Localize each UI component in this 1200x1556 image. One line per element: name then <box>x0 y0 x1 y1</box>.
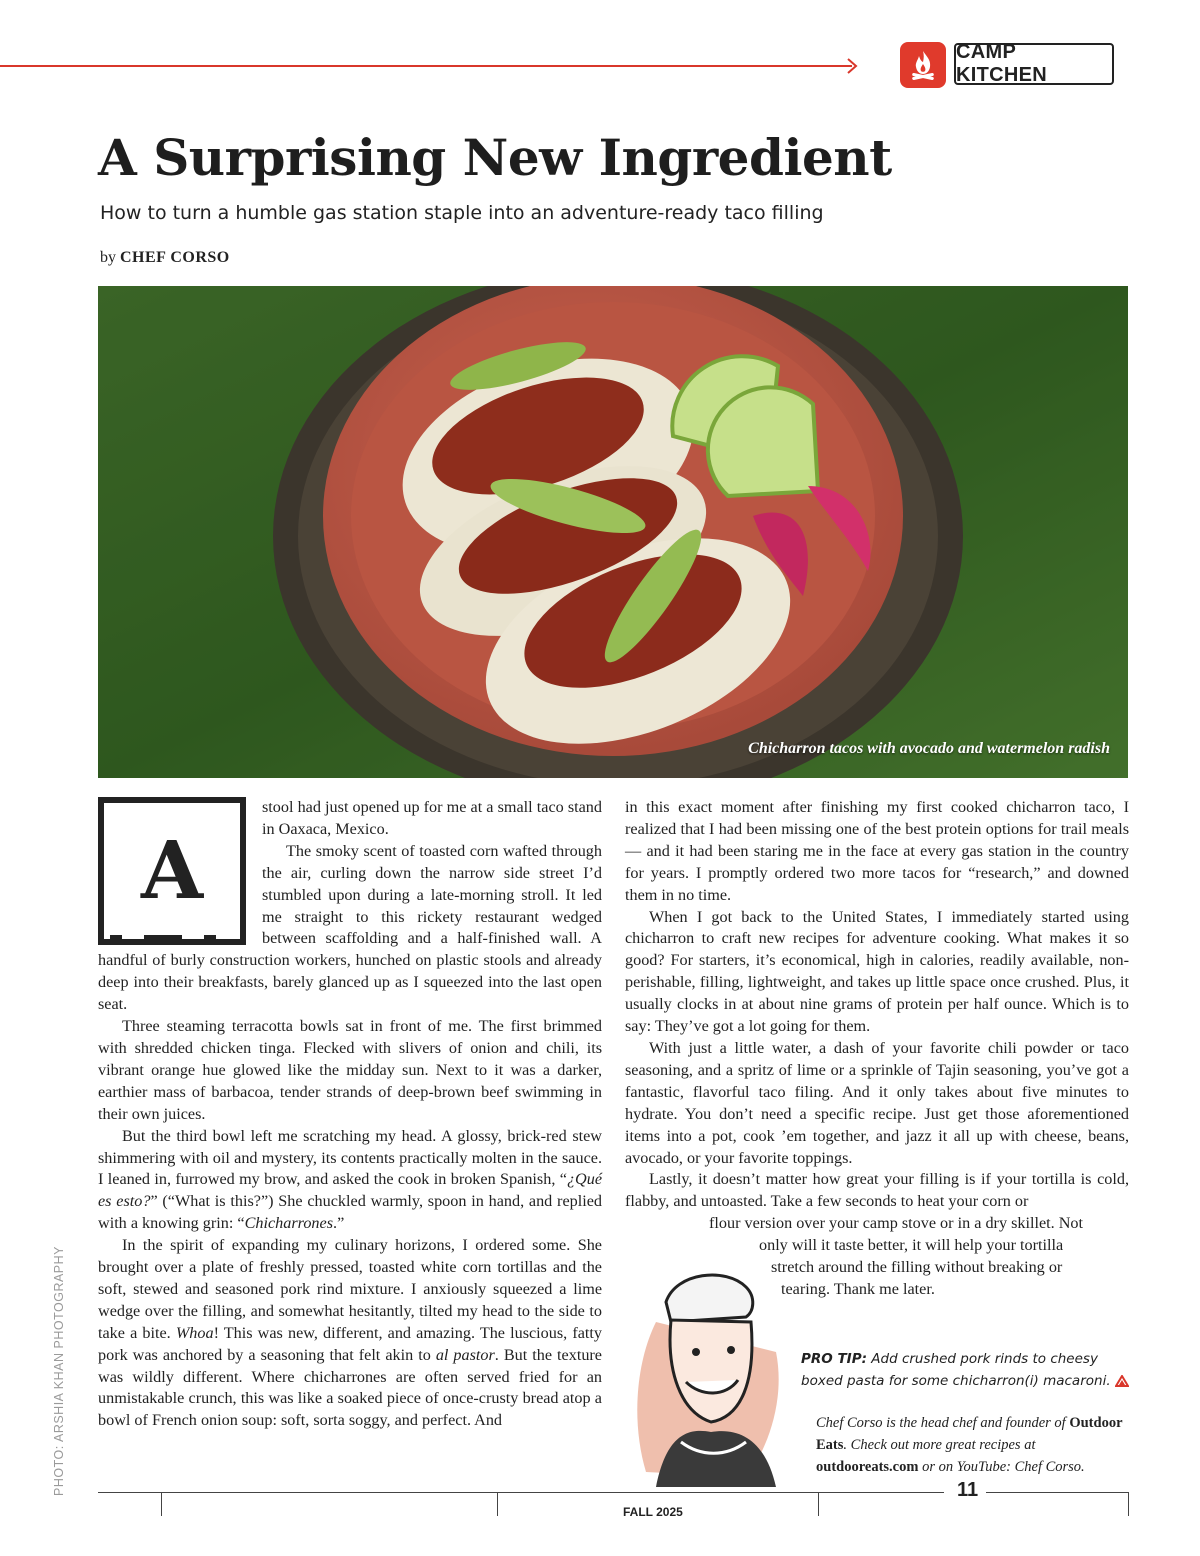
paragraph: Three steaming terracotta bowls sat in front of me. The first brimmed with shredded chicken tinga. Flecked with slivers of onion and chili, its vibrant orange hue glowed like the midday sun. Next to it was a darker, earthier mass of barbacoa, tender strands of deep-brown beef swimming in their own juices. <box>98 1017 602 1123</box>
section-tag: CAMP KITCHEN <box>954 43 1114 85</box>
footer-tick <box>818 1492 819 1516</box>
byline-prefix: by <box>100 249 116 266</box>
paragraph: The smoky scent of toasted corn wafted through the air, curling down the narrow side street I’d stumbled upon during a late-morning stroll. It led me straight to this rickety restaurant wedged between scaffolding and a half-finished wall. A handful of burly construction workers, hunched on plastic stools and already deep into their breakfasts, barely glanced up as I squeezed into the last open seat. <box>98 841 602 1014</box>
byline <box>100 249 230 267</box>
text-line: only will it taste better, it will help your tortilla <box>759 1236 1064 1255</box>
footer-tick <box>497 1492 498 1516</box>
article-column-2 <box>625 797 1129 1301</box>
footer-tick <box>161 1492 162 1516</box>
photo-credit: PHOTO: ARSHIA KHAN PHOTOGRAPHY <box>52 1245 66 1496</box>
text-line: flour version over your camp stove or in a dry skillet. Not <box>709 1214 1084 1233</box>
hero-photo <box>98 286 1128 778</box>
article-title: A Surprising New Ingredient <box>98 128 892 187</box>
header-rule <box>0 65 852 67</box>
text-line: stretch around the filling without breaking or <box>771 1258 1063 1277</box>
paragraph: But the third bowl left me scratching my head. A glossy, brick-red stew shimmering with oil and mystery, its contents practically molten in the sauce. I leaned in, furrowed my brow, and asked the cook in broken Spanish, “¿Qué es esto?” (“What is this?”) She chuckled warmly, spoon in hand, and replied with a knowing grin: “Chicharrones.” <box>98 1126 602 1233</box>
author-name: CHEF CORSO <box>120 249 230 266</box>
issue-label: FALL 2025 <box>623 1505 683 1519</box>
taco-plate-illustration <box>98 286 1128 778</box>
page-number: 11 <box>957 1479 979 1501</box>
brand-name: Outdoor Eats <box>816 1415 1123 1453</box>
drop-cap-ornament <box>104 935 246 941</box>
website: outdooreats.com <box>816 1459 919 1475</box>
paragraph: stool had just opened up for me at a small taco stand in Oaxaca, Mexico. <box>262 798 602 838</box>
end-mark-icon <box>1115 1375 1129 1387</box>
footer-tick <box>1128 1492 1129 1516</box>
chef-portrait-illustration <box>626 1262 801 1487</box>
photo-caption: Chicharron tacos with avocado and watermelon radish <box>748 740 1110 757</box>
pro-tip <box>801 1348 1131 1392</box>
article-column-1 <box>98 797 602 1432</box>
pro-tip-text: Add crushed pork rinds to cheesy boxed pasta for some chicharron(i) macaroni. <box>801 1351 1111 1389</box>
pro-tip-label: PRO TIP: <box>801 1351 867 1367</box>
paragraph: With just a little water, a dash of your favorite chili powder or taco seasoning, and a spritz of lime or a sprinkle of Tajin seasoning, you’ve got a fantastic, flavorful taco filing. And it only takes about five minutes to hydrate. You don’t need a specific recipe. Just get those aforementioned items into a pot, cook ’em together, and jazz it all up with cheese, beans, avocado, or your favorite toppings. <box>625 1038 1129 1167</box>
text-line: tearing. Thank me later. <box>781 1279 935 1298</box>
paragraph: When I got back to the United States, I immediately started using chicharron to craft new recipes for adventure cooking. What makes it so good? For starters, it’s economical, high in calories, readily available, non-perishable, filling, lightweight, and takes up little space once crushed. Plus, it usually clocks in at about nine grams of protein per half ounce. Which is to say: They’ve got a lot going for them. <box>625 907 1129 1036</box>
campfire-icon <box>900 42 946 88</box>
footer-rule <box>986 1492 1128 1493</box>
author-bio: Chef Corso is the head chef and founder of Outdoor Eats. Check out more great recipes at outdooreats.com or on YouTube: Chef Corso. <box>816 1415 1123 1475</box>
drop-cap <box>98 797 250 949</box>
drop-cap-letter: A <box>140 823 204 918</box>
arrow-right-icon <box>840 56 860 76</box>
paragraph: in this exact moment after finishing my first cooked chicharron taco, I realized that I had been missing one of the best protein options for trail meals — and it had been staring me in the face at every gas station in the country for years. I promptly ordered two more tacos for “research,” and downed them in no time. <box>625 798 1129 904</box>
paragraph: Lastly, it doesn’t matter how great your filling is if your tortilla is cold, flabby, and untoasted. Take a few seconds to heat your corn or <box>625 1170 1129 1211</box>
paragraph: In the spirit of expanding my culinary horizons, I ordered some. She brought over a plate of freshly pressed, toasted white corn tortillas and the soft, stewed and seasoned pork rind mixture. I anxiously squeezed a lime wedge over the filling, and somewhat hesitantly, tilted my head to the side to take a bite. Whoa! This was new, different, and amazing. The luscious, fatty pork was anchored by a seasoning that felt akin to al pastor. But the texture was wildly different. Where chicharrones are often served fried for an unmistakable crunch, this was like a soaked piece of once-crusty bread atop a bowl of French onion soup: soft, sorta soggy, and perfect. And <box>98 1236 602 1430</box>
article-deck: How to turn a humble gas station staple into an adventure-ready taco filling <box>100 202 824 224</box>
